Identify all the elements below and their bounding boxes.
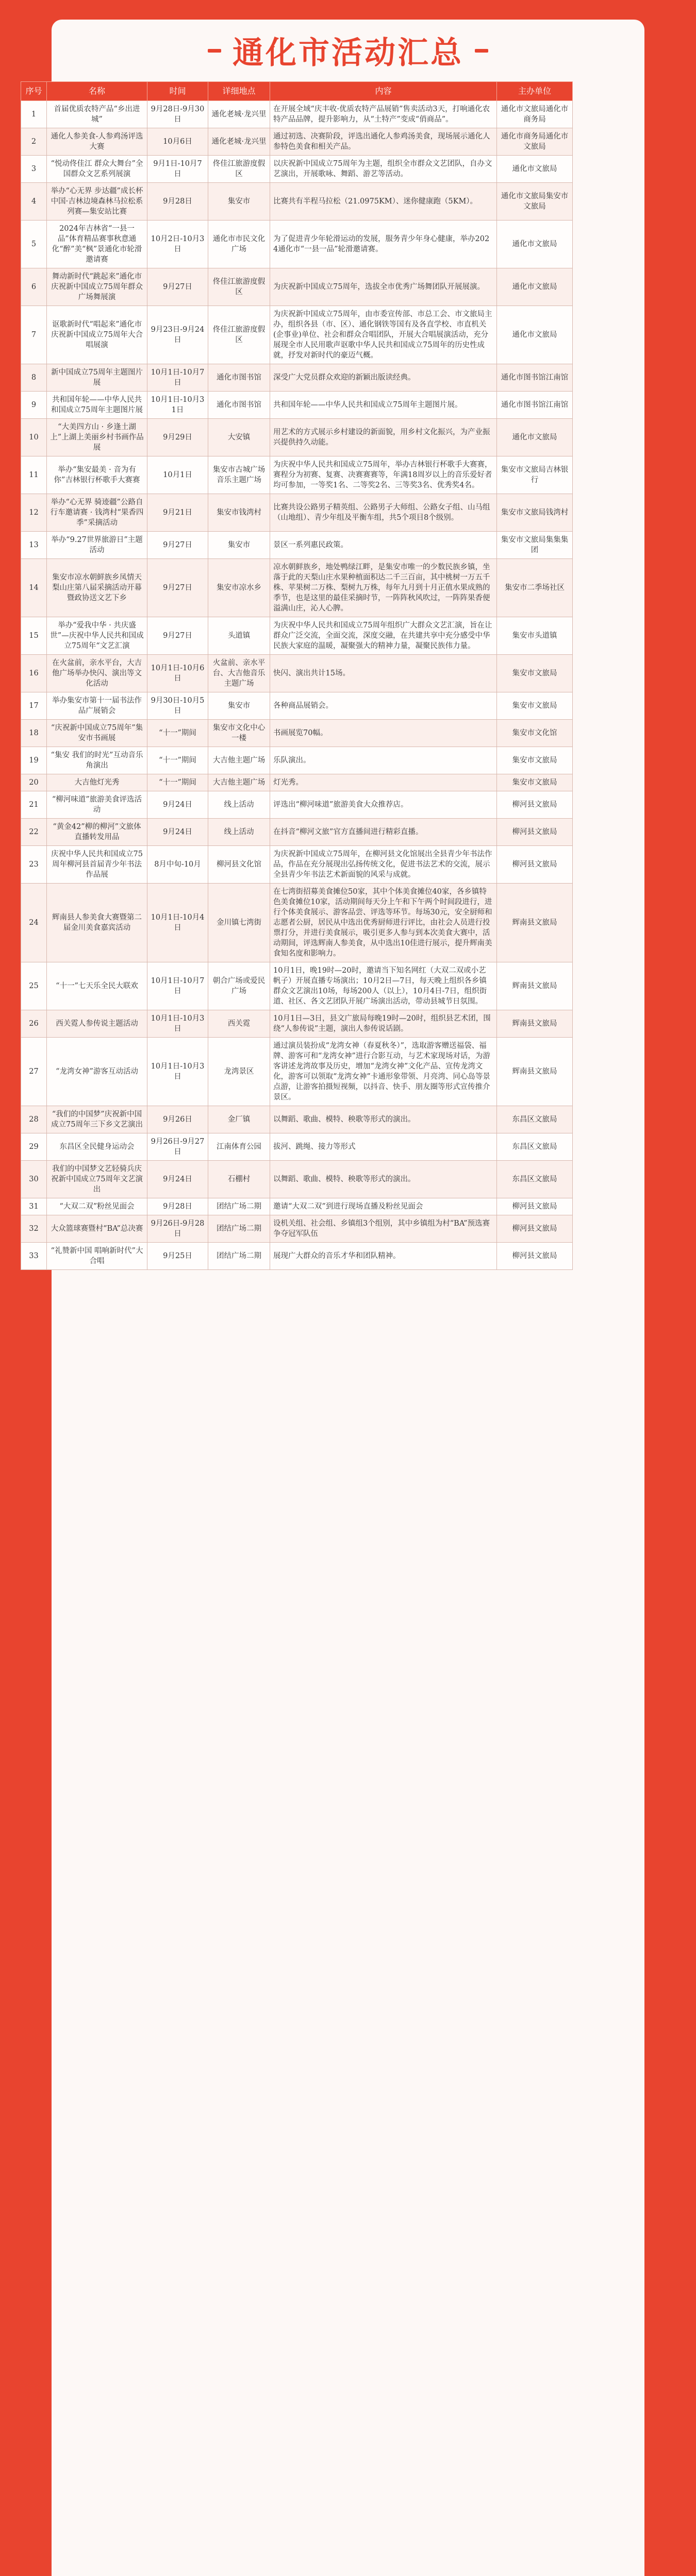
cell-place: 大吉他主题广场 bbox=[208, 774, 270, 791]
cell-name: 共和国年轮——中华人民共和国成立75周年主题图片展 bbox=[47, 392, 147, 419]
cell-time: 10月1日-10月3日 bbox=[147, 1038, 208, 1106]
cell-no: 13 bbox=[21, 532, 47, 559]
cell-content: 快闪、演出共计15场。 bbox=[270, 655, 497, 692]
cell-host: 柳河县文旅局 bbox=[497, 791, 573, 819]
page-title-text: 通化市活动汇总 bbox=[233, 35, 463, 71]
cell-place: 柳河县文化馆 bbox=[208, 846, 270, 884]
events-table bbox=[21, 81, 573, 1270]
cell-time: 9月21日 bbox=[147, 494, 208, 532]
cell-content: 10月1日，晚19时—20时，邀请当下知名网红（大双二双或小艺帆子）开展直播专场演出；10月2日—7日，每天晚上组织各乡镇群众文艺演出10场，每场200人（以上），10月4日-7日，组织街道、社区、各文艺团队开展广场演出活动，带动县城节日氛围。 bbox=[270, 962, 497, 1010]
cell-name: 西关霓人参传说主题活动 bbox=[47, 1010, 147, 1038]
cell-name: 大吉他灯光秀 bbox=[47, 774, 147, 791]
table-row bbox=[21, 1106, 573, 1133]
table-row bbox=[21, 791, 573, 819]
cell-no: 9 bbox=[21, 392, 47, 419]
cell-place: 集安市文化中心一楼 bbox=[208, 720, 270, 747]
cell-time: 10月1日-10月3日 bbox=[147, 1010, 208, 1038]
cell-no: 10 bbox=[21, 419, 47, 456]
header-time: 时间 bbox=[147, 82, 208, 101]
cell-content: 在七湾街招募美食摊位50家，其中个体美食摊位40家，各乡镇特色美食摊位10家，活动期间每天分上午和下午两个时间段进行，进行个体美食展示、游客品尝、评选等环节。每场30元，安全厨师和志愿者公厨，居民从中选出优秀厨师进行评比，由社会人员进行投票打分，并进行美食展示，吸引更多人参与到本次美食大赛中，活动期间，评选辉南人参美食，从中选出10佳进行展示，提升辉南美食知名度和影响力。 bbox=[270, 884, 497, 962]
cell-no: 5 bbox=[21, 221, 47, 268]
table-row bbox=[21, 1133, 573, 1161]
cell-name: “黄金42”柳的柳河”文旅体直播转发用品 bbox=[47, 819, 147, 846]
cell-time: 9月1日-10月7日 bbox=[147, 156, 208, 183]
cell-place: 集安市古城广场音乐主题广场 bbox=[208, 456, 270, 494]
cell-host: 辉南县文旅局 bbox=[497, 884, 573, 962]
cell-name: 集安市凉水朝鲜族乡凤情天梨山庄第八届采摘活动开幕暨政协送文艺下乡 bbox=[47, 559, 147, 617]
cell-content: 比赛共有半程马拉松（21.0975KM）、迷你健康跑（5KM）。 bbox=[270, 183, 497, 221]
table-row bbox=[21, 692, 573, 720]
cell-host: 集安市二季场社区 bbox=[497, 559, 573, 617]
cell-no: 14 bbox=[21, 559, 47, 617]
cell-no: 32 bbox=[21, 1215, 47, 1243]
cell-content: 为庆祝新中国成立75周年，在柳河县文化馆展出全县青少年书法作品，作品在充分展现出弘扬传统文化，促进书法艺术的交流，展示全县青少年书法艺术新面貌的风采与成就。 bbox=[270, 846, 497, 884]
cell-no: 21 bbox=[21, 791, 47, 819]
cell-name: 举办“心无界 骑迹疆”公路自行车邀请赛 · 钱湾村“果香四季”采摘活动 bbox=[47, 494, 147, 532]
table-row bbox=[21, 532, 573, 559]
cell-time: “十一”期间 bbox=[147, 774, 208, 791]
cell-no: 12 bbox=[21, 494, 47, 532]
cell-host: 柳河县文旅局 bbox=[497, 819, 573, 846]
table-row bbox=[21, 819, 573, 846]
cell-place: 通化老城·龙兴里 bbox=[208, 128, 270, 156]
cell-no: 26 bbox=[21, 1010, 47, 1038]
cell-time: 10月1日-10月4日 bbox=[147, 884, 208, 962]
cell-place: 佟佳江旅游度假区 bbox=[208, 268, 270, 306]
table-row bbox=[21, 1243, 573, 1270]
cell-time: 9月24日 bbox=[147, 1161, 208, 1198]
cell-name: 举办“爱我中华 · 共庆盛世”—庆祝中华人民共和国成立75周年“文艺汇演 bbox=[47, 617, 147, 655]
table-row bbox=[21, 617, 573, 655]
cell-host: 东昌区文旅局 bbox=[497, 1133, 573, 1161]
cell-host: 通化市文旅局 bbox=[497, 221, 573, 268]
cell-no: 8 bbox=[21, 364, 47, 392]
cell-content: 凉水朝鲜族乡，地处鸭绿江畔，是集安市唯一的少数民族乡镇，坐落于此的天梨山庄水果种植面积达二千三百亩，其中桃树一万五千株、苹果树二万株、梨树九万株，每年九月到十月正值水果成熟的季节，也是这里的最佳采摘时节，一阵阵秋风吹过，一阵阵果香便溢满山庄，沁人心脾。 bbox=[270, 559, 497, 617]
cell-content: 通过演员装扮成“龙湾女神（春夏秋冬）”，选取游客赠送福袋、福牌、游客可和“龙湾女神”进行合影互动，与艺术家现场对话，为游客讲述龙湾故事及历史，增加“龙湾女神”文化产品、宣传龙湾文化，游客可以领取“龙湾女神”卡通形象带领、月亮湾、同心岛等景点游，让游客拍摄短视频，以抖音、快手、朋友圈等形式宣传推介景区。 bbox=[270, 1038, 497, 1106]
table-row bbox=[21, 884, 573, 962]
cell-name: 在火盆前，亲水平台，大吉他广场举办快闪、演出等文化活动 bbox=[47, 655, 147, 692]
cell-host: 柳河县文旅局 bbox=[497, 1215, 573, 1243]
table-row bbox=[21, 419, 573, 456]
cell-content: 以舞蹈、歌曲、模特、秧歌等形式的演出。 bbox=[270, 1106, 497, 1133]
cell-place: 头道镇 bbox=[208, 617, 270, 655]
cell-time: 10月6日 bbox=[147, 128, 208, 156]
cell-place: 集安市 bbox=[208, 532, 270, 559]
table-row bbox=[21, 268, 573, 306]
cell-host: 集安市文旅局 bbox=[497, 747, 573, 774]
cell-host: 通化市图书馆江南馆 bbox=[497, 392, 573, 419]
cell-name: 庆祝中华人民共和国成立75周年柳河县首届青少年书法作品展 bbox=[47, 846, 147, 884]
cell-no: 25 bbox=[21, 962, 47, 1010]
cell-time: 10月1日-10月7日 bbox=[147, 962, 208, 1010]
cell-time: 9月30日-10月5日 bbox=[147, 692, 208, 720]
cell-name: 2024年吉林省“一县一品”体育精品赛事秋意通化“醉”美“枫”景通化市轮滑邀请赛 bbox=[47, 221, 147, 268]
cell-host: 辉南县文旅局 bbox=[497, 962, 573, 1010]
cell-no: 30 bbox=[21, 1161, 47, 1198]
table-row bbox=[21, 128, 573, 156]
cell-name: “我们的中国梦”庆祝新中国成立75周年三下乡文艺演出 bbox=[47, 1106, 147, 1133]
cell-content: 为庆祝新中国成立75周年，选拔全市优秀广场舞团队开展展演。 bbox=[270, 268, 497, 306]
cell-time: 9月29日 bbox=[147, 419, 208, 456]
cell-host: 集安市文化馆 bbox=[497, 720, 573, 747]
cell-place: 团结广场二期 bbox=[208, 1198, 270, 1215]
cell-time: 9月23日-9月24日 bbox=[147, 306, 208, 364]
cell-host: 通化市文旅局 bbox=[497, 156, 573, 183]
cell-no: 2 bbox=[21, 128, 47, 156]
cell-time: 9月26日 bbox=[147, 1106, 208, 1133]
cell-no: 24 bbox=[21, 884, 47, 962]
cell-name: 讴歌新时代“唱起来”通化市庆祝新中国成立75周年大合唱展演 bbox=[47, 306, 147, 364]
cell-host: 东昌区文旅局 bbox=[497, 1106, 573, 1133]
title-dash-right bbox=[475, 49, 488, 53]
cell-host: 辉南县文旅局 bbox=[497, 1038, 573, 1106]
cell-host: 柳河县文旅局 bbox=[497, 846, 573, 884]
table-row bbox=[21, 846, 573, 884]
table-row bbox=[21, 747, 573, 774]
cell-name: 举办“心无界 步达疆”成长杯中国·吉林边境森林马拉松系列赛—集安站比赛 bbox=[47, 183, 147, 221]
cell-time: 9月26日-9月27日 bbox=[147, 1133, 208, 1161]
cell-content: 用艺术的方式展示乡村建设的新面貌，用乡村文化振兴，为产业振兴提供持久动能。 bbox=[270, 419, 497, 456]
cell-content: 为庆祝新中国成立75周年，由市委宣传部、市总工会、市文旅局主办，组织各县（市、区）、通化钢铁等国有及各直学校、市直机关(企事业)单位、社会和群众合唱团队，开展大合唱展演活动，充分展现全市人民用歌声讴歌中华人民共和国成立75周年的历史性成就，抒发对新时代的豪迈气概。 bbox=[270, 306, 497, 364]
table-body bbox=[21, 101, 573, 1270]
cell-time: 9月28日-9月30日 bbox=[147, 101, 208, 128]
cell-name: 舞动新时代“跳起来”通化市庆祝新中国成立75周年群众广场舞展演 bbox=[47, 268, 147, 306]
cell-no: 23 bbox=[21, 846, 47, 884]
cell-host: 通化市文旅局 bbox=[497, 306, 573, 364]
cell-time: 10月1日-10月7日 bbox=[147, 364, 208, 392]
cell-time: 9月27日 bbox=[147, 268, 208, 306]
cell-time: 8月中旬-10月 bbox=[147, 846, 208, 884]
cell-no: 1 bbox=[21, 101, 47, 128]
cell-place: 大安镇 bbox=[208, 419, 270, 456]
cell-no: 27 bbox=[21, 1038, 47, 1106]
table-row bbox=[21, 156, 573, 183]
cell-host: 集安市文旅局 bbox=[497, 774, 573, 791]
cell-place: 集安市 bbox=[208, 692, 270, 720]
cell-time: 10月1日 bbox=[147, 456, 208, 494]
cell-time: “十一”期间 bbox=[147, 747, 208, 774]
cell-time: 9月25日 bbox=[147, 1243, 208, 1270]
cell-name: “集安 我们的时光”互动音乐角演出 bbox=[47, 747, 147, 774]
cell-place: 石棚村 bbox=[208, 1161, 270, 1198]
cell-time: “十一”期间 bbox=[147, 720, 208, 747]
cell-host: 集安市头道镇 bbox=[497, 617, 573, 655]
header-place: 详细地点 bbox=[208, 82, 270, 101]
table-row bbox=[21, 221, 573, 268]
cell-place: 金厂镇 bbox=[208, 1106, 270, 1133]
cell-host: 辉南县文旅局 bbox=[497, 1010, 573, 1038]
cell-host: 集安市文旅局钱湾村 bbox=[497, 494, 573, 532]
cell-place: 佟佳江旅游度假区 bbox=[208, 306, 270, 364]
cell-no: 7 bbox=[21, 306, 47, 364]
cell-place: 通化市图书馆 bbox=[208, 364, 270, 392]
cell-place: 西关霓 bbox=[208, 1010, 270, 1038]
cell-host: 通化市文旅局通化市商务局 bbox=[497, 101, 573, 128]
cell-content: 为了促进青少年轮滑运动的发展，服务青少年身心健康，举办2024通化市“一县一品”轮滑邀请赛。 bbox=[270, 221, 497, 268]
cell-name: 我们的中国梦文艺轻骑兵庆祝新中国成立75周年文艺演出 bbox=[47, 1161, 147, 1198]
table-row bbox=[21, 101, 573, 128]
cell-name: 大众篮球赛暨村“BA”总决赛 bbox=[47, 1215, 147, 1243]
cell-content: 乐队演出。 bbox=[270, 747, 497, 774]
table-row bbox=[21, 392, 573, 419]
table-row bbox=[21, 1215, 573, 1243]
table-header-row bbox=[21, 82, 573, 101]
cell-place: 线上活动 bbox=[208, 819, 270, 846]
cell-host: 集安市文旅局 bbox=[497, 692, 573, 720]
cell-name: “悦动佟佳江 群众大舞台”全国群众文艺系列展演 bbox=[47, 156, 147, 183]
cell-content: 在开展全域“庆丰收·优质农特产品展销”售卖活动3天，打响通化农特产品品牌，提升影响力，从“土特产”变成“俏商品”。 bbox=[270, 101, 497, 128]
cell-name: “庆祝新中国成立75周年”集安市书画展 bbox=[47, 720, 147, 747]
table-row bbox=[21, 1010, 573, 1038]
cell-name: 东昌区全民健身运动会 bbox=[47, 1133, 147, 1161]
cell-time: 9月27日 bbox=[147, 617, 208, 655]
title-dash-left bbox=[208, 49, 221, 53]
cell-time: 9月27日 bbox=[147, 559, 208, 617]
cell-name: “礼赞新中国 唱响新时代”大合唱 bbox=[47, 1243, 147, 1270]
header-content: 内容 bbox=[270, 82, 497, 101]
cell-host: 集安市文旅局 bbox=[497, 655, 573, 692]
cell-no: 6 bbox=[21, 268, 47, 306]
cell-host: 柳河县文旅局 bbox=[497, 1243, 573, 1270]
cell-name: 通化人参美食-人参鸡汤评选大赛 bbox=[47, 128, 147, 156]
cell-name: 辉南县人参美食大赛暨第二届金川美食嘉宾活动 bbox=[47, 884, 147, 962]
cell-host: 通化市商务局通化市文旅局 bbox=[497, 128, 573, 156]
cell-name: “大双二双”粉丝见面会 bbox=[47, 1198, 147, 1215]
cell-place: 集安市 bbox=[208, 183, 270, 221]
table-row bbox=[21, 774, 573, 791]
cell-content: 以舞蹈、歌曲、模特、秧歌等形式的演出。 bbox=[270, 1161, 497, 1198]
table-row bbox=[21, 962, 573, 1010]
cell-host: 东昌区文旅局 bbox=[497, 1161, 573, 1198]
cell-time: 9月26日-9月28日 bbox=[147, 1215, 208, 1243]
cell-content: 拔河、跳绳、接力等形式 bbox=[270, 1133, 497, 1161]
cell-place: 大吉他主题广场 bbox=[208, 747, 270, 774]
cell-host: 集安市文旅局吉林银行 bbox=[497, 456, 573, 494]
table-row bbox=[21, 183, 573, 221]
cell-place: 线上活动 bbox=[208, 791, 270, 819]
cell-no: 19 bbox=[21, 747, 47, 774]
cell-content: 比赛共设公路男子精英组、公路男子大师组、公路女子组、山马组（山地组）、青少年组及平衡车组，共5个项目8个级别。 bbox=[270, 494, 497, 532]
cell-content: 共和国年轮——中华人民共和国成立75周年主题图片展。 bbox=[270, 392, 497, 419]
cell-time: 10月1日-10月31日 bbox=[147, 392, 208, 419]
cell-content: 深受广大党员群众欢迎的新颖出版读经典。 bbox=[270, 364, 497, 392]
cell-content: 各种商品展销会。 bbox=[270, 692, 497, 720]
cell-no: 11 bbox=[21, 456, 47, 494]
cell-place: 金川镇七湾街 bbox=[208, 884, 270, 962]
cell-place: 通化老城·龙兴里 bbox=[208, 101, 270, 128]
cell-content: 通过初选、决赛阶段，评选出通化人参鸡汤美食，现场展示通化人参特色美食和相关产品。 bbox=[270, 128, 497, 156]
cell-content: 设机关组、社会组、乡镇组3个组别，其中乡镇组为村“BA”预选赛争夺冠军队伍 bbox=[270, 1215, 497, 1243]
cell-name: “龙湾女神”游客互动活动 bbox=[47, 1038, 147, 1106]
cell-no: 3 bbox=[21, 156, 47, 183]
header-host: 主办单位 bbox=[497, 82, 573, 101]
cell-name: 新中国成立75周年主题图片展 bbox=[47, 364, 147, 392]
cell-place: 团结广场二期 bbox=[208, 1215, 270, 1243]
cell-no: 17 bbox=[21, 692, 47, 720]
cell-content: 邀请“大双二双”到进行现场直播及粉丝见面会 bbox=[270, 1198, 497, 1215]
table-row bbox=[21, 720, 573, 747]
cell-no: 29 bbox=[21, 1133, 47, 1161]
cell-place: 通化市图书馆 bbox=[208, 392, 270, 419]
table-row bbox=[21, 1161, 573, 1198]
cell-place: 江南体育公园 bbox=[208, 1133, 270, 1161]
cell-content: 书画展览70幅。 bbox=[270, 720, 497, 747]
cell-no: 15 bbox=[21, 617, 47, 655]
cell-host: 柳河县文旅局 bbox=[497, 1198, 573, 1215]
table-row bbox=[21, 364, 573, 392]
table-row bbox=[21, 1198, 573, 1215]
cell-name: 举办“集安最美 · 音为有你”吉林银行杯歌手大赛赛 bbox=[47, 456, 147, 494]
header-no: 序号 bbox=[21, 82, 47, 101]
cell-no: 28 bbox=[21, 1106, 47, 1133]
table-row bbox=[21, 559, 573, 617]
cell-time: 9月24日 bbox=[147, 791, 208, 819]
cell-no: 22 bbox=[21, 819, 47, 846]
cell-place: 集安市钱湾村 bbox=[208, 494, 270, 532]
header-name: 名称 bbox=[47, 82, 147, 101]
table-row bbox=[21, 655, 573, 692]
cell-no: 4 bbox=[21, 183, 47, 221]
cell-place: 集安市凉水乡 bbox=[208, 559, 270, 617]
title-bar bbox=[52, 20, 644, 81]
cell-place: 通化市市民文化广场 bbox=[208, 221, 270, 268]
cell-time: 9月24日 bbox=[147, 819, 208, 846]
cell-content: 景区一系列惠民政策。 bbox=[270, 532, 497, 559]
table-row bbox=[21, 494, 573, 532]
cell-place: 朝合广场或爱民广场 bbox=[208, 962, 270, 1010]
cell-host: 通化市文旅局 bbox=[497, 268, 573, 306]
table-row bbox=[21, 456, 573, 494]
cell-name: “大美四方山 · 乡逢土湖上”上湖上美丽乡村书画作品展 bbox=[47, 419, 147, 456]
cell-name: 举办“9.27世界旅游日”主题活动 bbox=[47, 532, 147, 559]
cell-name: 举办集安市第十一届书法作品广展销会 bbox=[47, 692, 147, 720]
cell-no: 31 bbox=[21, 1198, 47, 1215]
cell-time: 10月2日-10月3日 bbox=[147, 221, 208, 268]
cell-place: 龙湾景区 bbox=[208, 1038, 270, 1106]
cell-no: 20 bbox=[21, 774, 47, 791]
cell-time: 10月1日-10月6日 bbox=[147, 655, 208, 692]
table-row bbox=[21, 1038, 573, 1106]
cell-host: 通化市文旅局集安市文旅局 bbox=[497, 183, 573, 221]
cell-content: 为庆祝中华人民共和国成立75周年，举办吉林银行杯歌手大赛赛，赛程分为初赛、复赛、决赛赛赛等，年满18周岁以上的音乐爱好者均可参加，一等奖1名、二等奖2名、三等奖3名、优秀奖4名。 bbox=[270, 456, 497, 494]
cell-content: 灯光秀。 bbox=[270, 774, 497, 791]
cell-content: 在抖音“柳河文旅”官方直播间进行精彩直播。 bbox=[270, 819, 497, 846]
cell-name: “十一”七天乐全民大联欢 bbox=[47, 962, 147, 1010]
cell-content: 评选出“柳河味道”旅游美食大众推荐店。 bbox=[270, 791, 497, 819]
cell-name: 首届优质农特产品“乡出进城” bbox=[47, 101, 147, 128]
cell-host: 集安市文旅局集集集团 bbox=[497, 532, 573, 559]
cell-name: “柳河味道”旅游美食评选活动 bbox=[47, 791, 147, 819]
cell-host: 通化市图书馆江南馆 bbox=[497, 364, 573, 392]
cell-content: 10月1日—3日，县文广旅局每晚19时—20时，组织县艺术团，围绕“人参传说”主题，演出人参传说话剧。 bbox=[270, 1010, 497, 1038]
cell-content: 展现广大群众的音乐才华和团队精神。 bbox=[270, 1243, 497, 1270]
cell-place: 佟佳江旅游度假区 bbox=[208, 156, 270, 183]
cell-time: 9月28日 bbox=[147, 1198, 208, 1215]
cell-no: 18 bbox=[21, 720, 47, 747]
page-title bbox=[196, 28, 500, 73]
cell-place: 火盆前、亲水平台、大吉他音乐主题广场 bbox=[208, 655, 270, 692]
cell-place: 团结广场二期 bbox=[208, 1243, 270, 1270]
cell-no: 33 bbox=[21, 1243, 47, 1270]
cell-host: 通化市文旅局 bbox=[497, 419, 573, 456]
cell-content: 以庆祝新中国成立75周年为主题，组织全市群众文艺团队，自办文艺演出，开展歌咏、舞蹈、游艺等活动。 bbox=[270, 156, 497, 183]
cell-content: 为庆祝中华人民共和国成立75周年组织广大群众文艺汇演，旨在让群众广泛交流，全面交流，深度交融，在共建共享中充分感受中华民族大家庭的温暖，凝聚强大的精神力量，凝聚民族伟力量。 bbox=[270, 617, 497, 655]
cell-no: 16 bbox=[21, 655, 47, 692]
cell-time: 9月27日 bbox=[147, 532, 208, 559]
cell-time: 9月28日 bbox=[147, 183, 208, 221]
table-row bbox=[21, 306, 573, 364]
